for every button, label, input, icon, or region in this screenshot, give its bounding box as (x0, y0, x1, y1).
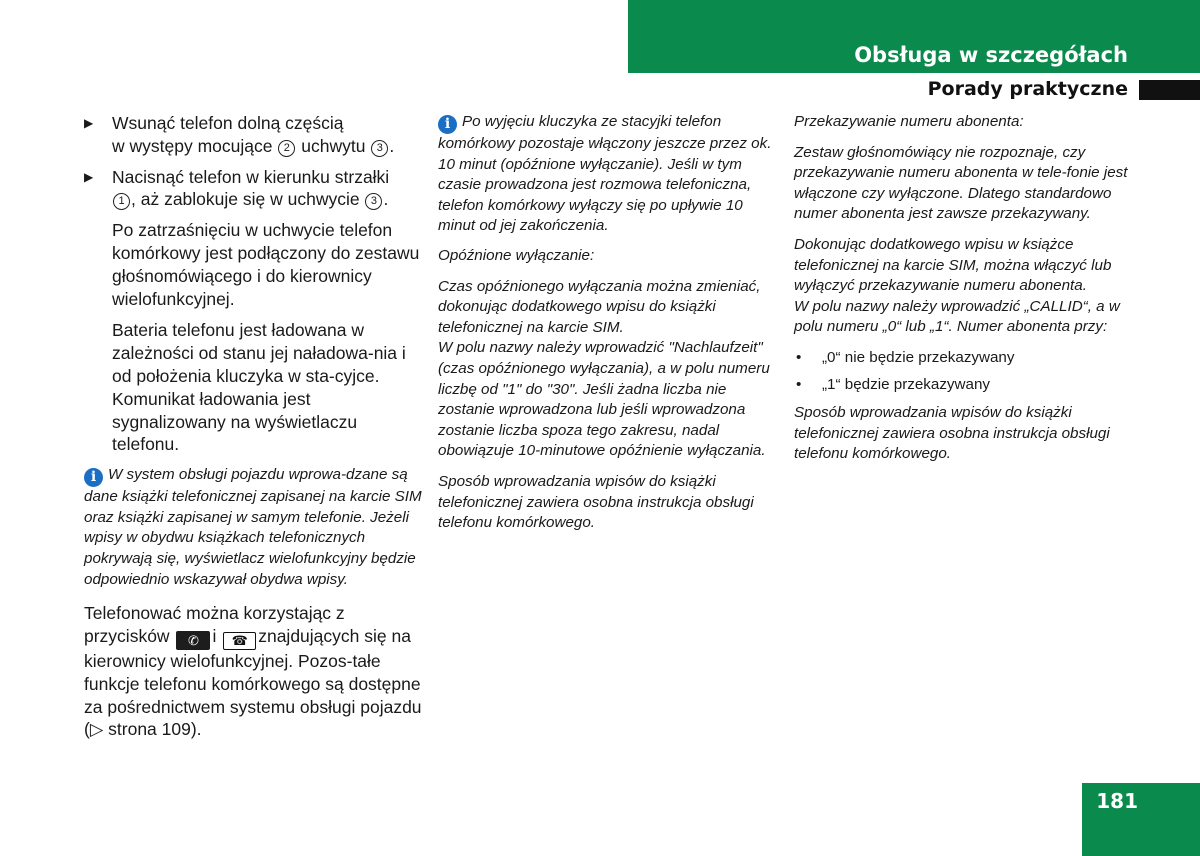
bullet-arrow-icon: ▶ (84, 116, 94, 130)
instruction-step-1 (84, 112, 424, 158)
paragraph-text: i (212, 625, 217, 646)
bullet-dot-icon: • (796, 375, 802, 393)
column-right (794, 112, 1134, 475)
note-text: W system obsługi pojazdu wprowa-dzane są dane książki telefonicznej zapisanej na karcie SIM oraz książki zapisanej w samym telefonie. Jeżeli wpisy w obydwu książkach telefonicznych pokrywają się, wyświetlacz wielofunkcyjny będzie odpowiednio wskazywał obydwa wpisy. (84, 466, 422, 588)
bullet-arrow-icon: ▶ (84, 169, 94, 184)
info-note (438, 112, 778, 237)
info-icon: i (438, 115, 457, 134)
circled-number-icon: 3 (365, 193, 382, 210)
column-left (84, 112, 424, 741)
info-note (84, 465, 424, 590)
step-text: . (383, 189, 389, 210)
list-item-text: „0“ nie będzie przekazywany (822, 348, 1015, 366)
phone-answer-key-icon: ✆ (176, 631, 210, 650)
instruction-step-2 (84, 166, 424, 212)
step-text: Wsunąć telefon dolną częścią (112, 113, 344, 133)
step-text: uchwytu (301, 135, 366, 156)
list-item (794, 375, 1134, 396)
subsection-marker-bar (1139, 80, 1200, 100)
paragraph: Zestaw głośnomówiący nie rozpoznaje, czy przekazywanie numeru abonenta w tele-fonie jest włączone czy wyłączone. Dlatego standardowo numer abonenta jest zawsze przekazywany. (794, 143, 1128, 223)
page-number-text: 181 (1096, 789, 1138, 813)
paragraph: Dokonując dodatkowego wpisu w książce telefonicznej na karcie SIM, można włączyć lub wyłączyć przekazywanie numeru abonenta. (794, 235, 1112, 295)
paragraph: Czas opóźnionego wyłączania można zmieniać, dokonując dodatkowego wpisu do książki telefonicznej na karcie SIM. (438, 277, 761, 336)
circled-number-icon: 1 (113, 193, 130, 210)
circled-number-icon: 2 (278, 140, 295, 157)
step-text: Nacisnąć telefon w kierunku strzałki (112, 166, 390, 187)
bullet-dot-icon: • (796, 348, 802, 366)
info-icon: i (84, 468, 103, 487)
paragraph: Po zatrzaśnięciu w uchwycie telefon komórkowy jest podłączony do zestawu głośnomówiącego i do kierownicy wielofunkcyjnej. (112, 220, 420, 309)
section-header-bar (628, 0, 1200, 73)
paragraph: Bateria telefonu jest ładowana w zależności od stanu jej naładowa-nia i od położenia kluczyka w sta-cyjce. Komunikat ładowania jest sygnalizowany na wyświetlaczu telefonu. (112, 320, 406, 455)
paragraph-text: znajdujących się na kierownicy wielofunkcyjnej. Pozos-tałe funkcje telefonu komórkowego są dostępne za pośrednictwem systemu obsługi pojazdu (▷ strona 109). (84, 625, 422, 740)
paragraph: W polu nazwy należy wprowadzić "Nachlaufzeit" (czas opóźnionego wyłączania), a w polu numeru liczbę od "1" do "30". Jeśli żadna liczba nie zostanie wprowadzona lub jeśli wprowadzona zostanie liczba spoza tego zakresu, nadal obowiązuje 10-minutowe opóźnienie wyłączania. (438, 339, 770, 460)
list-item (794, 348, 1134, 369)
phone-end-key-icon: ☎ (223, 632, 256, 650)
section-title: Obsługa w szczegółach (854, 43, 1128, 67)
subsection-title: Porady praktyczne (927, 78, 1128, 100)
list-item-text: „1“ będzie przekazywany (822, 375, 990, 393)
paragraph: W polu nazwy należy wprowadzić „CALLID“, a w polu numeru „0“ lub „1“. Numer abonenta przy: (794, 297, 1120, 336)
section-heading: Opóźnione wyłączanie: (438, 246, 595, 264)
paragraph: Sposób wprowadzania wpisów do książki telefonicznej zawiera osobna instrukcja obsługi telefonu komórkowego. (438, 472, 754, 532)
section-heading: Przekazywanie numeru abonenta: (794, 113, 1024, 130)
column-middle (438, 112, 778, 544)
paragraph (84, 602, 424, 741)
paragraph-text: Telefonować można korzystając z przycisków (84, 603, 345, 646)
note-text: Po wyjęciu kluczyka ze stacyjki telefon komórkowy pozostaje włączony jeszcze przez ok. 10 minut (opóźnione wyłączanie). Jeśli w tym czasie prowadzona jest rozmowa telefoniczna, telefon komórkowy wyłączy się po upływie 10 minut od jej zakończenia. (438, 113, 772, 235)
step-text: , aż zablokuje się w uchwycie (131, 189, 360, 210)
paragraph: Sposób wprowadzania wpisów do książki telefonicznej zawiera osobna instrukcja obsługi telefonu komórkowego. (794, 404, 1110, 463)
circled-number-icon: 3 (371, 140, 388, 157)
step-text: . (389, 135, 395, 156)
step-text: w występy mocujące (112, 135, 273, 156)
option-list (794, 348, 1134, 395)
page-number (1082, 783, 1200, 856)
